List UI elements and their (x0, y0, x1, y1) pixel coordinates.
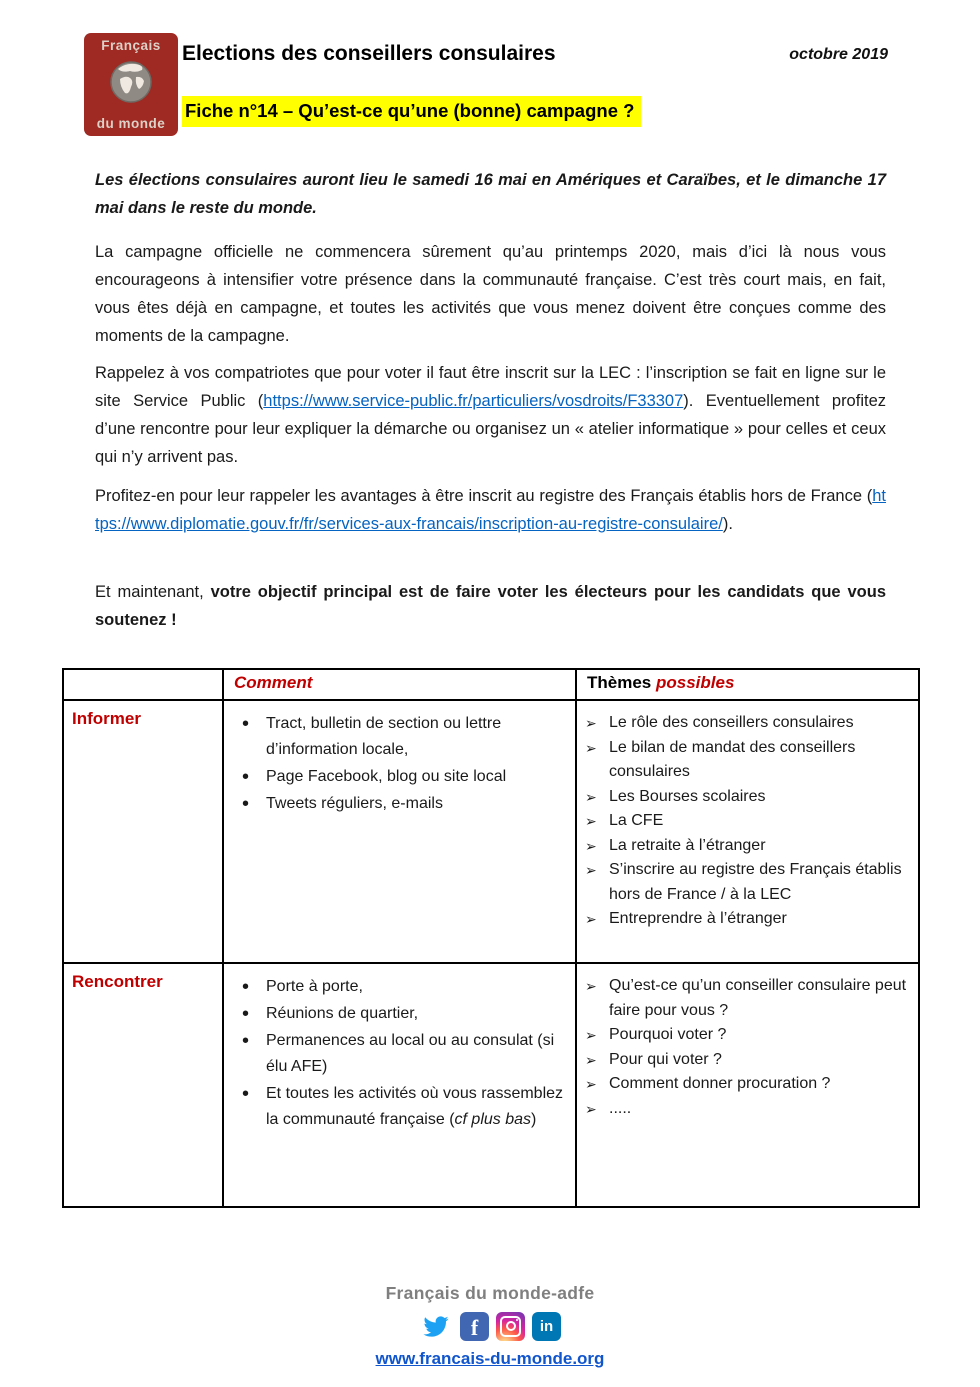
list-item-text: Et toutes les activités où vous rassemblez la communauté française ( (266, 1085, 564, 1128)
informer-label-cell (63, 700, 223, 963)
rencontrer-label-cell (63, 963, 223, 1207)
list-item: • Réunions de quartier, (240, 1001, 567, 1027)
list-item: ➢ Pourquoi voter ? (585, 1023, 910, 1048)
facebook-icon[interactable]: f (460, 1312, 489, 1341)
service-public-link[interactable]: https://www.service-public.fr/particuliers/vosdroits/F33307 (263, 392, 684, 410)
document-body (95, 166, 886, 642)
instagram-camera-glyph (500, 1316, 521, 1337)
registre-paragraph (95, 482, 886, 538)
fiche-subtitle: Fiche n°14 – Qu’est-ce qu’une (bonne) campagne ? (182, 96, 641, 127)
themes-header-label: Thèmes (587, 673, 656, 692)
list-item: ➢ Qu’est-ce qu’un conseiller consulaire peut faire pour vous ? (585, 974, 910, 1023)
table-row-informer (63, 700, 919, 963)
informer-comment-cell (223, 700, 576, 963)
themes-header-cell (576, 669, 919, 700)
informer-label: Informer (72, 709, 141, 728)
campaign-paragraph: La campagne officielle ne commencera sûrement qu’au printemps 2020, mais d’ici là nous vous encourageons à intensifier votre présence dans la communauté française. C’est très court mais, en fait, vous êtes déjà en campagne, et toutes les activités que vous menez doivent être conçues comme des moments de la campagne. (95, 243, 886, 345)
globe-icon (108, 59, 154, 110)
list-item: ➢ Comment donner procuration ? (585, 1072, 910, 1097)
rencontrer-themes-list (585, 974, 910, 1121)
informer-comment-list (232, 711, 567, 817)
list-item: • Tract, bulletin de section ou lettre d’information locale, (240, 711, 567, 763)
rencontrer-comment-cell (223, 963, 576, 1207)
list-item: ➢ Les Bourses scolaires (585, 785, 910, 810)
page-title: Elections des conseillers consulaires (182, 42, 556, 65)
comment-header-cell (223, 669, 576, 700)
twitter-icon[interactable] (419, 1312, 453, 1341)
list-item (240, 1081, 567, 1133)
table-header-row (63, 669, 919, 700)
list-item: ➢ La CFE (585, 809, 910, 834)
rencontrer-themes-cell (576, 963, 919, 1207)
instagram-icon[interactable] (496, 1312, 525, 1341)
rencontrer-label: Rencontrer (72, 972, 163, 991)
lec-paragraph-text: Rappelez à vos compatriotes que pour voter il faut être inscrit sur la LEC : l’inscription se fait en ligne sur le site Service Public ( (95, 364, 886, 410)
registre-paragraph-text-after: ). (722, 515, 733, 533)
social-icons-row (0, 1309, 980, 1343)
campaign-table-wrap (62, 668, 920, 1208)
objective-text-normal: Et maintenant, (95, 583, 211, 601)
logo-text-bottom: du monde (96, 115, 166, 131)
objective-text-bold: votre objectif principal est de faire voter les électeurs pour les candidats que vous soutenez ! (95, 583, 886, 629)
document-date: octobre 2019 (789, 46, 888, 63)
intro-paragraph: Les élections consulaires auront lieu le samedi 16 mai en Amériques et Caraïbes, et le dimanche 17 mai dans le reste du monde. (95, 171, 886, 217)
footer-org-name: Français du monde-adfe (385, 1283, 595, 1303)
document-footer (0, 1283, 980, 1369)
list-item: ➢ Le bilan de mandat des conseillers consulaires (585, 736, 910, 785)
registre-paragraph-text: Profitez-en pour leur rappeler les avantages à être inscrit au registre des Français établis hors de France ( (95, 487, 873, 505)
logo-text-top: Français (101, 38, 161, 53)
list-item: ➢ Entreprendre à l’étranger (585, 907, 910, 932)
informer-themes-list (585, 711, 910, 932)
linkedin-icon[interactable]: in (532, 1312, 561, 1341)
lec-paragraph (95, 359, 886, 471)
objective-paragraph (95, 578, 886, 634)
francais-du-monde-logo (84, 33, 178, 136)
list-item: • Porte à porte, (240, 974, 567, 1000)
informer-themes-cell (576, 700, 919, 963)
diplomatie-link[interactable]: https://www.diplomatie.gouv.fr/fr/services-aux-francais/inscription-au-registre-consulaire/ (95, 487, 886, 533)
footer-website-link[interactable]: www.francais-du-monde.org (375, 1349, 605, 1368)
list-item: ➢ Pour qui voter ? (585, 1048, 910, 1073)
list-item: • Tweets réguliers, e-mails (240, 791, 567, 817)
list-item: ➢ S’inscrire au registre des Français établis hors de France / à la LEC (585, 858, 910, 907)
list-item: • Page Facebook, blog ou site local (240, 764, 567, 790)
list-item-text-after: ) (531, 1111, 537, 1128)
themes-header-label-red: possibles (655, 673, 735, 692)
list-item-italic: cf plus bas (454, 1111, 532, 1128)
list-item: ➢ La retraite à l’étranger (585, 834, 910, 859)
rencontrer-comment-list (232, 974, 567, 1133)
list-item: • Permanences au local ou au consulat (si élu AFE) (240, 1028, 567, 1080)
lec-paragraph-text-after: ). Eventuellement profitez d’une rencontre pour leur expliquer la démarche ou organisez un « atelier informatique » pour celles et ceux qui n’y arrivent pas. (95, 392, 886, 466)
list-item: ➢ ..... (585, 1097, 910, 1122)
empty-header-cell (63, 669, 223, 700)
campaign-table (62, 668, 920, 1208)
comment-header-label: Comment (234, 673, 313, 692)
list-item: ➢ Le rôle des conseillers consulaires (585, 711, 910, 736)
table-row-rencontrer (63, 963, 919, 1207)
